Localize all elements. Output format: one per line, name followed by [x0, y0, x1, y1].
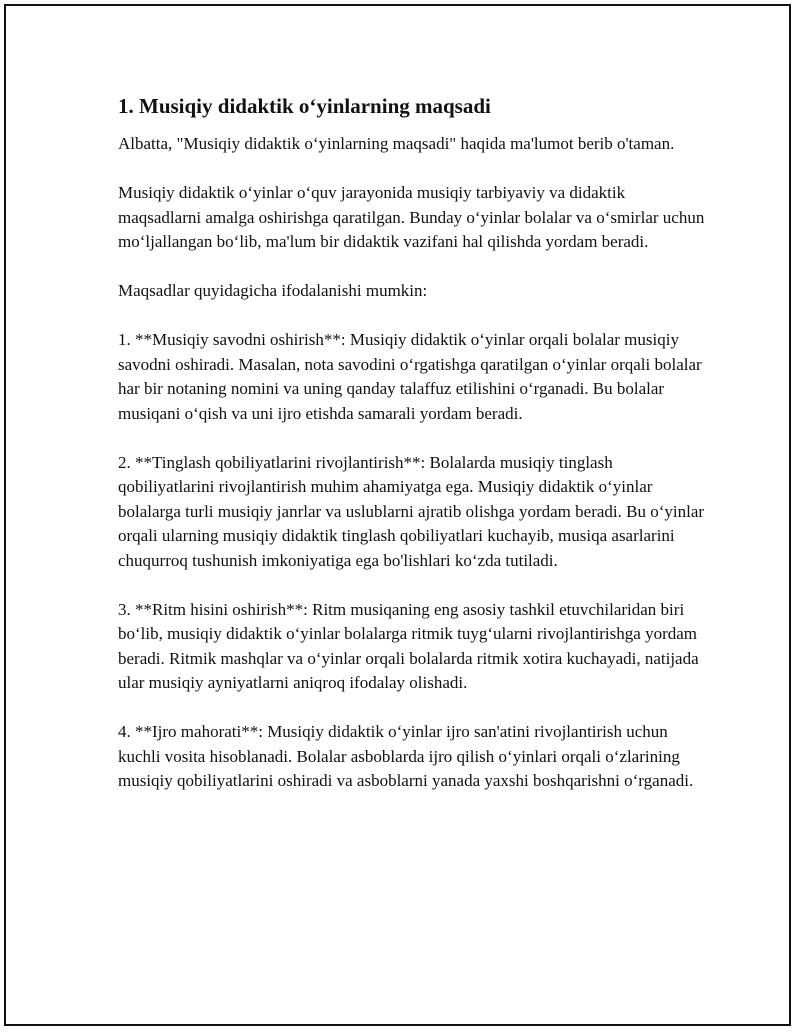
paragraph-goals-lead: Maqsadlar quyidagicha ifodalanishi mumkin:: [118, 281, 428, 301]
paragraph-description: Musiqiy didaktik o‘yinlar o‘quv jarayonida musiqiy tarbiyaviy va didaktik maqsadlarni amalga oshirishga qaratilgan. Bunday o‘yinlar bolalar va o‘smirlar uchun mo‘ljallangan bo‘lib, ma'lum bir didaktik vazifani hal qilishda yordam beradi.: [118, 183, 705, 252]
document-body: [118, 93, 708, 818]
paragraph-goal-2: 2. **Tinglash qobiliyatlarini rivojlantirish**: Bolalarda musiqiy tinglash qobiliyatlarini rivojlantirish muhim ahamiyatga ega. Musiqiy didaktik o‘yinlar bolalarga turli musiqiy janrlar va uslublarni ajratib olishga yordam beradi. Bu o‘yinlar orqali ularning musiqiy didaktik tinglash qobiliyatlari kuchayib, musiqa asarlarini chuqurroq tushunish imkoniyatiga ega bo'lishlari ko‘zda tutiladi.: [118, 452, 705, 570]
paragraph-goal-3: 3. **Ritm hisini oshirish**: Ritm musiqaning eng asosiy tashkil etuvchilaridan biri bo‘lib, musiqiy didaktik o‘yinlar bolalarga ritmik tuyg‘ularni rivojlantirishga yordam beradi. Ritmik mashqlar va o‘yinlar orqali bolalarda ritmik xotira kuchayadi, natijada ular musiqiy ayniyatlarni aniqroq ifodalay olishadi.: [118, 599, 699, 693]
document-title: 1. Musiqiy didaktik o‘yinlarning maqsadi: [118, 94, 491, 118]
paragraph-intro: Albatta, "Musiqiy didaktik o‘yinlarning maqsadi" haqida ma'lumot berib o'taman.: [118, 134, 675, 154]
paragraph-goal-4: 4. **Ijro mahorati**: Musiqiy didaktik o‘yinlar ijro san'atini rivojlantirish uchun kuchli vosita hisoblanadi. Bolalar asboblarda ijro qilish o‘yinlari orqali o‘zlarining musiqiy qobiliyatlarini oshiradi va asboblarni yanada yaxshi boshqarishni o‘rganadi.: [118, 722, 694, 791]
paragraph-goal-1: 1. **Musiqiy savodni oshirish**: Musiqiy didaktik o‘yinlar orqali bolalar musiqiy savodni oshiradi. Masalan, nota savodini o‘rgatishga qaratilgan o‘yinlar orqali bolalar har bir notaning nomini va uning qanday talaffuz etilishini o‘rganadi. Bu bolalar musiqani o‘qish va uni ijro etishda samarali yordam beradi.: [118, 330, 702, 423]
